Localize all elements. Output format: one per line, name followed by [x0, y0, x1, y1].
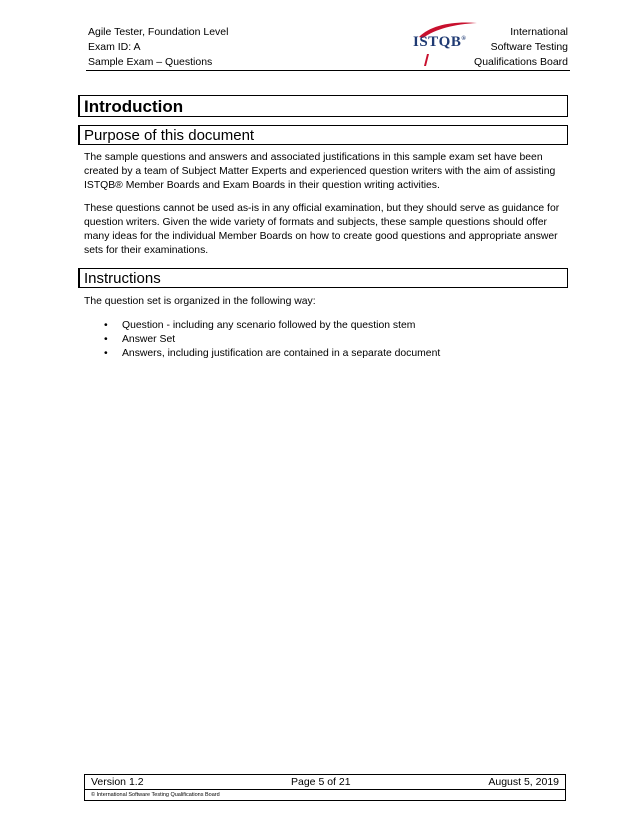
bullet-icon: •: [104, 348, 108, 359]
header-syllabus: Agile Tester, Foundation Level: [88, 26, 229, 38]
bullet-icon: •: [104, 334, 108, 345]
purpose-paragraph-2: These questions cannot be used as-is in any official examination, but they should serve as guidance for question writers. Given the wide variety of formats and subjects, these sample questions should offer many ideas for the individual Member Boards on how to create good questions and appropriate answer sets for their examinations.: [84, 203, 560, 256]
purpose-paragraph-1: The sample questions and answers and associated justifications in this sample exam set have been created by a team of Subject Matter Experts and experienced question writers with the aim of assisting ISTQB® Member Boards and Exam Boards in their question writing activities.: [84, 152, 556, 191]
header-left: [88, 25, 228, 70]
list-item: • Answers, including justification are contained in a separate document: [104, 348, 441, 359]
heading-instructions: Instructions: [78, 268, 568, 288]
page-footer: [84, 774, 566, 801]
list-item: • Answer Set: [104, 334, 176, 345]
header-org-line-2: Software Testing: [490, 41, 568, 53]
footer-version: Version 1.2: [91, 776, 144, 788]
heading-introduction: Introduction: [78, 95, 568, 117]
footer-divider: [85, 789, 565, 790]
heading-purpose: Purpose of this document: [78, 125, 568, 145]
logo-wordmark: ISTQB®: [413, 34, 467, 50]
header-org-line-1: International: [510, 26, 568, 38]
header-exam-id: Exam ID: A: [88, 41, 141, 53]
header-org-line-3: Qualifications Board: [474, 56, 568, 68]
page-header: [86, 25, 570, 71]
bullet-icon: •: [104, 320, 108, 331]
footer-page-number: Page 5 of 21: [291, 776, 351, 788]
header-right: [474, 25, 568, 70]
instructions-list: [104, 319, 440, 361]
list-item: • Question - including any scenario followed by the question stem: [104, 320, 416, 331]
istqb-logo: [411, 21, 481, 69]
header-doc-type: Sample Exam – Questions: [88, 56, 213, 68]
footer-copyright: © International Software Testing Qualifications Board: [91, 792, 220, 798]
footer-date: August 5, 2019: [488, 776, 559, 788]
instructions-intro: The question set is organized in the following way:: [84, 296, 316, 307]
